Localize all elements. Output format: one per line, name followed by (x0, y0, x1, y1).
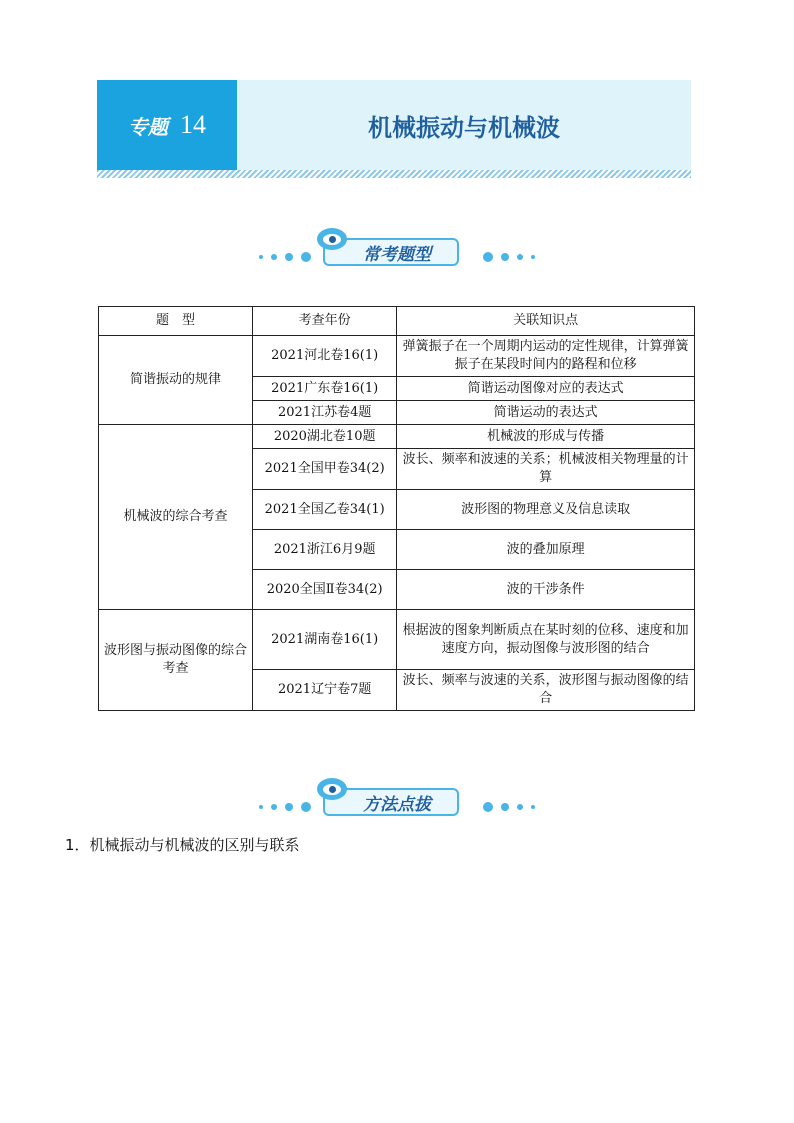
year-cell: 2020湖北卷10题 (253, 425, 397, 449)
year-cell: 2021湖南卷16(1) (253, 610, 397, 670)
dots-decoration-left (259, 252, 311, 262)
topic-label: 专题 (128, 114, 168, 139)
year-cell: 2021广东卷16(1) (253, 377, 397, 401)
header-knowledge: 关联知识点 (397, 307, 695, 336)
table-row (99, 336, 695, 377)
dots-decoration-right (483, 802, 535, 812)
point-cell: 简谐运动图像对应的表达式 (397, 377, 695, 401)
point-cell: 波的叠加原理 (397, 530, 695, 570)
list-item (65, 834, 300, 855)
topic-banner (97, 80, 691, 170)
question-type-table (98, 306, 695, 711)
banner-divider (97, 170, 691, 178)
year-cell: 2020全国Ⅱ卷34(2) (253, 570, 397, 610)
dots-decoration-left (259, 802, 311, 812)
point-cell: 机械波的形成与传播 (397, 425, 695, 449)
type-cell: 简谐振动的规律 (99, 336, 253, 425)
year-cell: 2021全国甲卷34(2) (253, 449, 397, 490)
list-item-text: 机械振动与机械波的区别与联系 (89, 836, 300, 854)
year-cell: 2021江苏卷4题 (253, 401, 397, 425)
point-cell: 根据波的图象判断质点在某时刻的位移、速度和加速度方向，振动图像与波形图的结合 (397, 610, 695, 670)
header-type: 题 型 (99, 307, 253, 336)
eye-icon (317, 778, 347, 800)
year-cell: 2021辽宁卷7题 (253, 670, 397, 711)
table-row (99, 610, 695, 670)
list-item-number: 1． (65, 836, 90, 854)
year-cell: 2021河北卷16(1) (253, 336, 397, 377)
eye-icon (317, 228, 347, 250)
point-cell: 简谐运动的表达式 (397, 401, 695, 425)
page-title: 机械振动与机械波 (237, 80, 691, 170)
point-cell: 波长、频率与波速的关系，波形图与振动图像的结合 (397, 670, 695, 711)
header-year: 考查年份 (253, 307, 397, 336)
topic-number: 14 (180, 110, 206, 139)
table-header-row (99, 307, 695, 336)
section-title-common: 常考题型 (323, 238, 459, 266)
section-tag-method (255, 778, 539, 824)
year-cell: 2021全国乙卷34(1) (253, 490, 397, 530)
point-cell: 波的干涉条件 (397, 570, 695, 610)
dots-decoration-right (483, 252, 535, 262)
section-title-method: 方法点拔 (323, 788, 459, 816)
type-cell: 波形图与振动图像的综合考查 (99, 610, 253, 711)
type-cell: 机械波的综合考查 (99, 425, 253, 610)
point-cell: 波形图的物理意义及信息读取 (397, 490, 695, 530)
point-cell: 弹簧振子在一个周期内运动的定性规律，计算弹簧振子在某段时间内的路程和位移 (397, 336, 695, 377)
topic-number-block (97, 80, 237, 170)
section-tag-common (255, 228, 539, 274)
year-cell: 2021浙江6月9题 (253, 530, 397, 570)
table-row (99, 425, 695, 449)
point-cell: 波长、频率和波速的关系；机械波相关物理量的计算 (397, 449, 695, 490)
